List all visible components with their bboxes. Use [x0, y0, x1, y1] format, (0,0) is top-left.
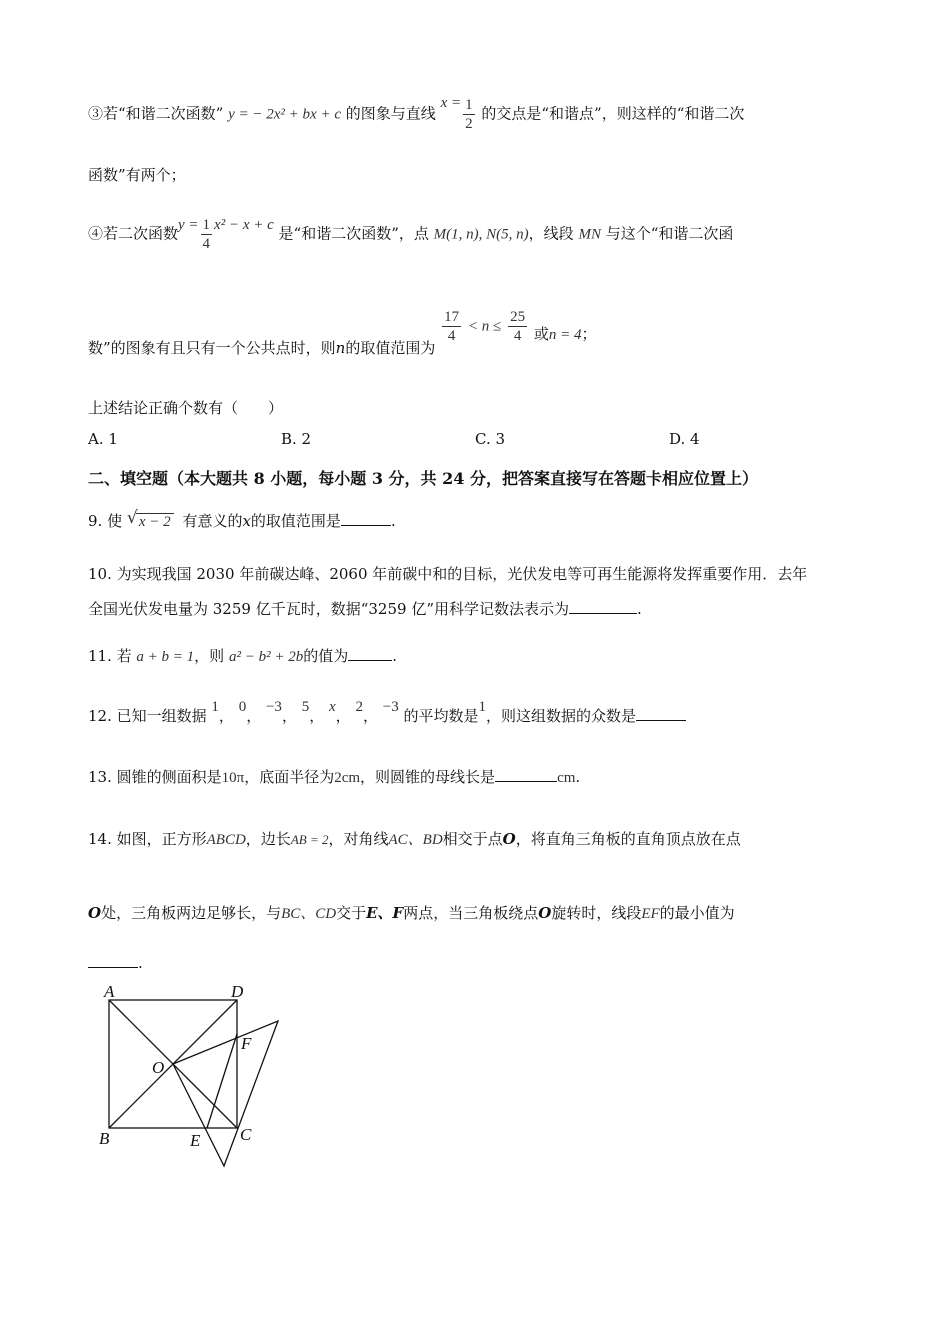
label-a: A	[104, 982, 115, 1001]
q12-answer-blank[interactable]	[636, 706, 686, 721]
range-frac-1: $\frac{17}{4}$	[444, 309, 460, 344]
item4-points: M(1, n), N(5, n)	[433, 226, 529, 243]
q10-answer-blank[interactable]	[569, 599, 637, 614]
q9-answer-blank[interactable]	[341, 511, 391, 526]
q12: 12. 已知一组数据 1， 0， −3， 5， x， 2， −3 的平均数是1，则这组数据的众数是	[88, 705, 686, 726]
q11: 11. 若 a + b = 1，则 a² − b² + 2b的值为 .	[88, 647, 397, 665]
item3-line-frac: $\frac{1}{2}$	[465, 97, 473, 132]
label-c: C	[240, 1125, 252, 1144]
q13: 13. 圆锥的侧面积是10π，底面半径为2cm，则圆锥的母线长是 cm.	[88, 768, 581, 786]
q8-item3-line2: 函数”有两个；	[88, 166, 186, 184]
label-o: O	[152, 1058, 165, 1077]
label-b: B	[99, 1129, 110, 1148]
q9-sqrt: √ x − 2	[127, 512, 174, 531]
item3-func: y = − 2x² + bx + c	[228, 106, 341, 123]
label-d: D	[231, 982, 244, 1001]
q11-answer-blank[interactable]	[348, 646, 392, 661]
q8-item4-line1: ④若二次函数y = $\frac{1}{4}$ x² − x + c 是“和谐二次函数”，点 M(1, n), N(5, n)，线段 MN 与这个“和谐二次函	[88, 216, 734, 252]
q13-answer-blank[interactable]	[495, 767, 557, 782]
q10-line1: 10. 为实现我国 2030 年前碳达峰、2060 年前碳中和的目标，光伏发电等可再生能源将发挥重要作用．去年	[88, 565, 808, 583]
choice-c: C. 3	[475, 430, 506, 448]
right-triangle-ruler	[173, 1021, 278, 1166]
q8-item4-line2: 数”的图象有且只有一个公共点时，则n的取值范围为 $\frac{17}{4}$ < n ≤ $\frac{25}{4}$ 或n = 4；	[88, 309, 597, 357]
q14-line2: O处，三角板两边足够长，与BC、CD交于E、F两点，当三角板绕点O旋转时，线段EF的最小值为	[88, 904, 735, 922]
choice-d: D. 4	[669, 430, 700, 448]
square-triangle-figure	[94, 980, 294, 1170]
range-frac-2: $\frac{25}{4}$	[510, 309, 526, 344]
section2-heading: 二、填空题（本大题共 8 小题，每小题 3 分，共 24 分，把答案直接写在答题卡相应位置上）	[88, 469, 758, 488]
q14-answer-blank[interactable]	[88, 953, 138, 968]
q9: 9. 使 √ x − 2 有意义的x的取值范围是 .	[88, 508, 396, 530]
q10-line2: 全国光伏发电量为 3259 亿千瓦时，数据“3259 亿”用科学记数法表示为 .	[88, 600, 642, 618]
choice-b: B. 2	[281, 430, 312, 448]
choice-a: A. 1	[88, 430, 118, 448]
item3-line-lhs: x =	[440, 94, 462, 111]
q14-line3: .	[88, 953, 143, 972]
label-f: F	[241, 1034, 252, 1053]
label-e: E	[190, 1131, 201, 1150]
item4-func-frac: $\frac{1}{4}$	[202, 217, 211, 252]
q8-question: 上述结论正确个数有（ ）	[88, 399, 284, 417]
q8-item3-line1: ③若“和谐二次函数” y = − 2x² + bx + c 的图象与直线 x = $\frac{1}{2}$ 的交点是“和谐点”，则这样的“和谐二次	[88, 94, 745, 132]
q14-line1: 14. 如图，正方形ABCD，边长AB = 2，对角线AC、BD相交于点O，将直角三角板的直角顶点放在点	[88, 830, 741, 848]
